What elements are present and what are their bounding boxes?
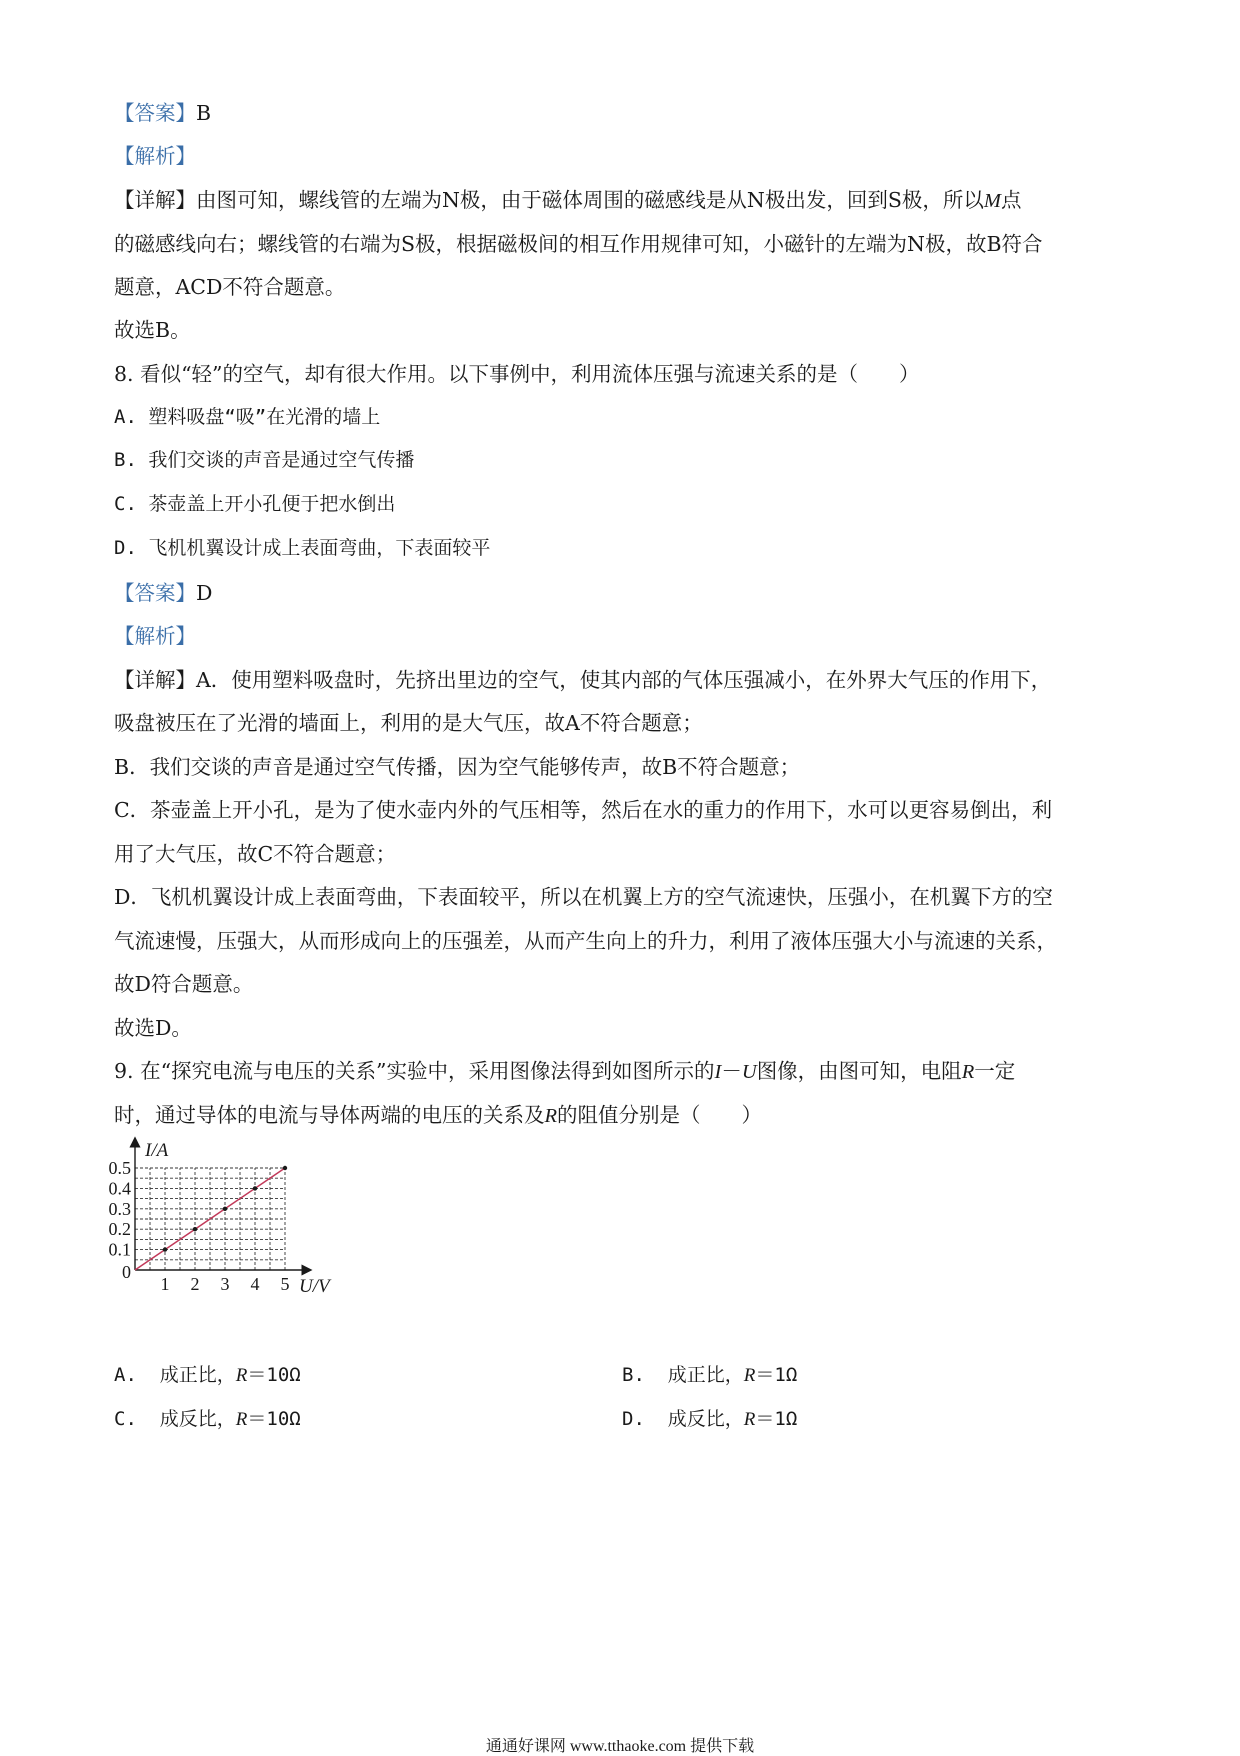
answer-tag: 【答案】	[114, 581, 196, 605]
y-axis-label: I/A	[145, 1140, 169, 1161]
data-point	[193, 1227, 197, 1231]
q9-option-d	[622, 1404, 797, 1431]
q9-option-a	[114, 1360, 301, 1387]
iu-chart	[100, 1130, 380, 1310]
detail-tag: 【详解】	[114, 188, 196, 212]
q8-option-c: C. 茶壶盖上开小孔便于把水倒出	[114, 493, 396, 515]
answer-tag: 【答案】	[114, 101, 196, 125]
stem-text: 的阻值分别是（ ）	[557, 1103, 763, 1127]
data-point	[253, 1186, 257, 1190]
option-text: 成正比，	[159, 1364, 236, 1386]
option-value: ＝10Ω	[247, 1408, 301, 1430]
data-point	[283, 1166, 287, 1170]
detail-line-3: 题意，ACD不符合题意。	[114, 275, 346, 299]
detail-line-2: 的磁感线向右；螺线管的右端为S极，根据磁极间的相互作用规律可知，小磁针的左端为N极，故B符合	[114, 232, 1043, 256]
stem-text: 9. 在“探究电流与电压的关系”实验中，采用图像法得到如图所示的	[114, 1059, 715, 1083]
detail-text: 由图可知，螺线管的左端为N极，由于磁体周围的磁感线是从N极出发，回到S极，所以	[196, 188, 984, 212]
variable-r: R	[961, 1061, 975, 1083]
q8-detail-line-7: 气流速慢，压强大，从而形成向上的压强差，从而产生向上的升力，利用了液体压强大小与流速的关系，	[114, 929, 1057, 953]
dash: －	[721, 1059, 742, 1083]
stem-text: 一定	[974, 1059, 1016, 1083]
variable-i: I	[714, 1061, 722, 1083]
variable-u: U	[741, 1061, 757, 1083]
x-tick-label: 2	[190, 1274, 200, 1294]
q8-detail-line-8: 故D符合题意。	[114, 972, 254, 996]
variable-r: R	[544, 1105, 558, 1127]
option-letter: B.	[622, 1364, 645, 1386]
x-tick-label: 4	[250, 1274, 260, 1294]
detail-line-1	[114, 183, 1022, 213]
y-tick-label: 0.5	[108, 1158, 131, 1178]
option-letter: D.	[622, 1408, 645, 1430]
variable-m: M	[983, 190, 1001, 212]
q8-option-d: D. 飞机机翼设计成上表面弯曲，下表面较平	[114, 537, 491, 559]
q8-detail-line-4: C．茶壶盖上开小孔，是为了使水壶内外的气压相等，然后在水的重力的作用下，水可以更容易倒出，利	[114, 798, 1053, 822]
origin-label: 0	[122, 1262, 131, 1282]
x-axis-label: U/V	[299, 1276, 330, 1297]
option-value: ＝1Ω	[755, 1408, 798, 1430]
footer-credit: 通通好课网 www.tthaoke.com 提供下载	[485, 1738, 755, 1755]
stem-text: 时，通过导体的电流与导体两端的电压的关系及	[114, 1103, 545, 1127]
q8-detail-line-6: D．飞机机翼设计成上表面弯曲，下表面较平，所以在机翼上方的空气流速快，压强小，在机翼下方的空	[114, 885, 1053, 909]
x-tick-label: 1	[160, 1274, 170, 1294]
analysis-tag: 【解析】	[114, 144, 196, 168]
q9-option-c	[114, 1404, 301, 1431]
q8-option-a: A. 塑料吸盘“吸”在光滑的墙上	[114, 406, 381, 428]
q8-conclusion: 故选D。	[114, 1016, 192, 1040]
y-tick-label: 0.4	[108, 1178, 131, 1199]
detail-text: 点	[1001, 188, 1022, 212]
question-9-stem-line-2	[114, 1098, 762, 1128]
option-text: 成正比，	[667, 1364, 744, 1386]
q9-option-b	[622, 1360, 797, 1387]
chart-series	[135, 1166, 287, 1270]
detail-tag: 【详解】	[114, 668, 196, 692]
variable-r: R	[235, 1365, 248, 1386]
answer-value: B	[196, 101, 212, 125]
q8-detail-line-5: 用了大气压，故C不符合题意；	[114, 842, 397, 866]
question-8-stem: 8. 看似“轻”的空气，却有很大作用。以下事例中，利用流体压强与流速关系的是（ ）	[114, 362, 920, 386]
q8-option-b: B. 我们交谈的声音是通过空气传播	[114, 449, 415, 471]
q8-answer-line	[114, 576, 212, 606]
conclusion: 故选B。	[114, 318, 191, 342]
x-tick-label: 3	[220, 1274, 230, 1294]
q8-detail-line-2: 吸盘被压在了光滑的墙面上，利用的是大气压，故A不符合题意；	[114, 711, 703, 735]
option-text: 成反比，	[159, 1408, 236, 1430]
q8-detail-line-1	[114, 663, 1051, 693]
answer-line	[114, 96, 211, 126]
y-tick-label: 0.3	[108, 1198, 131, 1219]
answer-value: D	[196, 581, 213, 605]
option-value: ＝10Ω	[247, 1364, 301, 1386]
stem-text: 图像，由图可知，电阻	[756, 1059, 962, 1083]
y-tick-label: 0.1	[108, 1239, 131, 1260]
option-letter: A.	[114, 1364, 137, 1386]
detail-text: A．使用塑料吸盘时，先挤出里边的空气，使其内部的气体压强减小，在外界大气压的作用下，	[196, 668, 1052, 692]
data-point	[163, 1247, 167, 1251]
variable-r: R	[743, 1365, 756, 1386]
x-tick-label: 5	[280, 1274, 290, 1294]
question-9-stem-line-1	[114, 1054, 1015, 1084]
variable-r: R	[743, 1409, 756, 1430]
data-point	[223, 1207, 227, 1211]
q8-analysis-tag: 【解析】	[114, 624, 196, 648]
variable-r: R	[235, 1409, 248, 1430]
y-tick-label: 0.2	[108, 1219, 131, 1240]
option-text: 成反比，	[667, 1408, 744, 1430]
option-letter: C.	[114, 1408, 137, 1430]
q8-detail-line-3: B．我们交谈的声音是通过空气传播，因为空气能够传声，故B不符合题意；	[114, 755, 801, 779]
option-value: ＝1Ω	[755, 1364, 798, 1386]
